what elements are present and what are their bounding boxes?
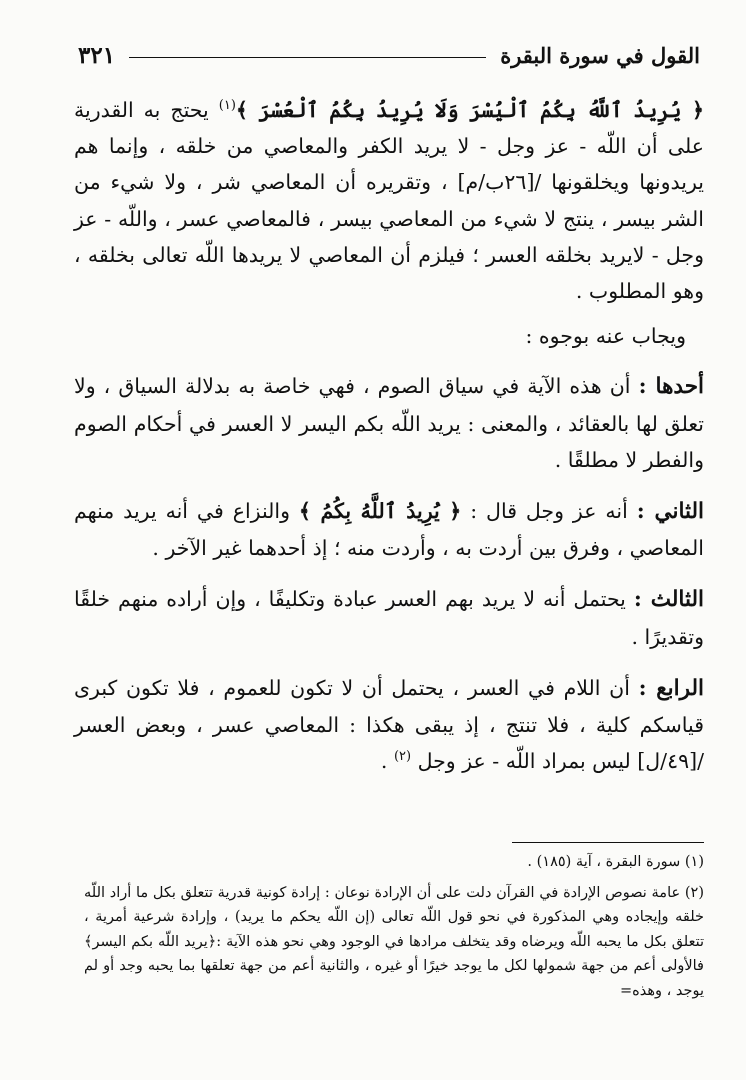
point-text: والنزاع في أنه يريد منهم المعاصي ، وفرق بين أردت به ، وأردت منه ؛ إذ أحدهما غير الآخر .: [74, 499, 704, 561]
point-text: أنه عز وجل قال :: [461, 499, 637, 524]
answers-lead: ويجاب عنه بوجوه :: [525, 324, 686, 349]
point-third: [74, 581, 704, 654]
point-label: الرابع :: [638, 675, 704, 701]
point-second: [74, 493, 704, 566]
intro-paragraph: [74, 92, 704, 309]
point-fourth: [74, 670, 704, 780]
page-header: [78, 38, 700, 72]
quran-verse: ﴿ يُرِيدُ ٱللَّهُ بِكُمُ ﴾: [298, 499, 462, 524]
point-label: الثالث :: [633, 587, 704, 613]
point-text: أن هذه الآية في سياق الصوم ، فهي خاصة به بدلالة السياق ، ولا تعلق لها بالعقائد ، والمعنى : يريد اللّه بكم اليسر لا العسر في أحكام الصوم والفطر لا مطلقًا .: [74, 374, 704, 472]
footnote-ref-2: (٢): [393, 749, 412, 765]
footnotes: [84, 850, 704, 1004]
intro-text: يحتج به القدرية على أن اللّه - عز وجل - لا يريد الكفر والمعاصي من خلقه ، وإنما هم يريدونها ويخلقونها /[٢٦ب/م] ، وتقريره أن المعاصي شر ، ولا شيء من الشر بيسر ، ينتج لا شيء من المعاصي بيسر ، فالمعاصي عسر ، واللّه - عز وجل - لايريد بخلقه العسر ؛ فيلزم أن المعاصي لا يريدها اللّه تعالى بخلقه ، وهو المطلوب .: [74, 98, 704, 304]
point-label: أحدها :: [638, 374, 704, 400]
footnote-ref-1: (١): [218, 98, 236, 114]
running-title: القول في سورة البقرة: [500, 42, 700, 68]
point-first: [74, 368, 704, 478]
quran-verse: ﴿ يُرِيدُ ٱللَّهُ بِكُمُ ٱلْيُسْرَ وَلَا يُرِيدُ بِكُمُ ٱلْعُسْرَ ﴾: [235, 98, 704, 122]
footnote-separator: [512, 842, 704, 843]
footnote-1: (١) سورة البقرة ، آية (١٨٥) .: [527, 854, 704, 870]
page-number: ٣٢١: [78, 41, 116, 69]
header-rule: [129, 57, 486, 58]
footnote-2: (٢) عامة نصوص الإرادة في القرآن دلت على أن الإرادة نوعان : إرادة كونية قدرية تتعلق بكل ما أراد اللّه خلقه وإيجاده وهي المذكورة في نحو قول اللّه تعالى (إن اللّه يحكم ما يريد) ، وإرادة شرعية أمرية ، تتعلق بكل ما يحبه اللّه ويرضاه وقد يتخلف مرادها في الوجود وهي نحو هذه الآية :﴿يريد اللّه بكم اليسر﴾ فالأولى أعم من جهة شمولها لكل ما يوجد خيرًا أو غيره ، والثانية أعم من جهة تعلقها بما يحبه وجد أو لم يوجد ، وهذه=: [84, 884, 704, 999]
point-text: أن اللام في العسر ، يحتمل أن لا تكون للعموم ، فلا تكون كبرى قياسكم كلية ، فلا تنتج ، إذ يبقى هكذا : المعاصي عسر ، وبعض العسر /[٤٩/ل] ليس بمراد اللّه - عز وجل: [74, 675, 704, 774]
point-label: الثاني :: [636, 499, 705, 525]
main-text: [74, 92, 704, 794]
point-text: يحتمل أنه لا يريد بهم العسر عبادة وتكليفًا ، وإن أراده منهم خلقًا وتقديرًا .: [74, 587, 704, 649]
point-end: .: [380, 749, 394, 774]
